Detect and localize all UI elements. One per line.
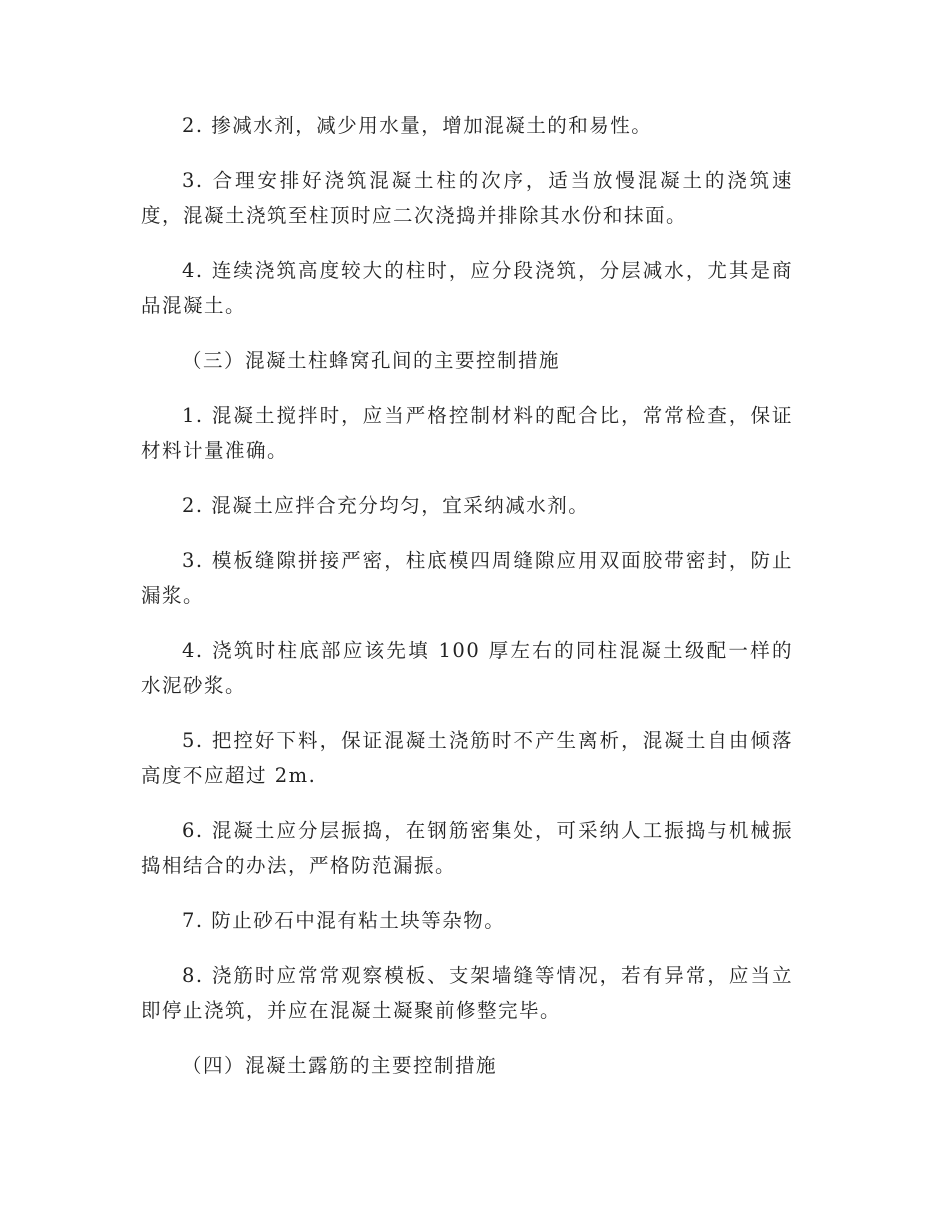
paragraph-item: 7. 防止砂石中混有粘土块等杂物。 (182, 909, 506, 932)
paragraph-item: 2. 掺减水剂，减少用水量，增加混凝土的和易性。 (182, 114, 653, 137)
section-heading: （三）混凝土柱蜂窝孔间的主要控制措施 (182, 349, 561, 372)
paragraph-item: 6. 混凝土应分层振捣，在钢筋密集处，可采纳人工振捣与机械振捣相结合的办法，严格防范漏振。 (141, 819, 793, 877)
paragraph-item: 5. 把控好下料，保证混凝土浇筋时不产生离析，混凝土自由倾落高度不应超过 2m. (141, 729, 793, 787)
paragraph-item: 1. 混凝土搅拌时，应当严格控制材料的配合比，常常检查，保证材料计量准确。 (141, 404, 793, 462)
document-page (141, 108, 793, 1083)
paragraph-item: 8. 浇筋时应常常观察模板、支架墙缝等情况，若有异常，应当立即停止浇筑，并应在混凝土凝聚前修整完毕。 (141, 964, 793, 1022)
paragraph-item: 4. 浇筑时柱底部应该先填 100 厚左右的同柱混凝土级配一样的水泥砂浆。 (141, 639, 793, 697)
section-heading: （四）混凝土露筋的主要控制措施 (182, 1054, 498, 1077)
paragraph-item: 3. 合理安排好浇筑混凝土柱的次序，适当放慢混凝土的浇筑速度，混凝土浇筑至柱顶时应二次浇捣并排除其水份和抹面。 (141, 169, 793, 227)
paragraph-item: 2. 混凝土应拌合充分均匀，宜采纳减水剂。 (182, 494, 590, 517)
paragraph-item: 3. 模板缝隙拼接严密，柱底模四周缝隙应用双面胶带密封，防止漏浆。 (141, 549, 793, 607)
paragraph-item: 4. 连续浇筑高度较大的柱时，应分段浇筑，分层减水，尤其是商品混凝土。 (141, 259, 793, 317)
